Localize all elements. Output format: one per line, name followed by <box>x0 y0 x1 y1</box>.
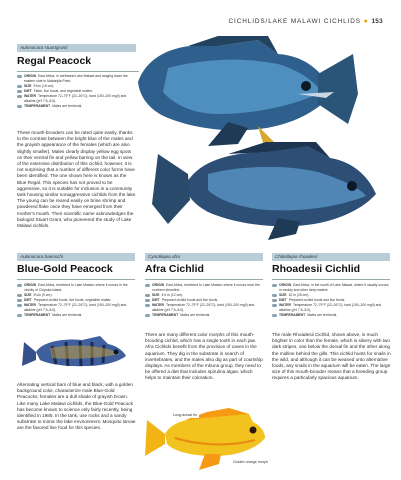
water-icon <box>272 304 277 308</box>
species-tag-rhoadesii: Chilotilapia rhoadesii <box>272 253 390 261</box>
fact-size: SIZE 10 in (25 cm). <box>272 293 390 298</box>
species-tag-regal: Aulonocara stuartgranti <box>17 44 136 52</box>
temperament-icon <box>17 314 22 318</box>
fish-male <box>138 36 358 146</box>
fact-water: WATER Temperature 72–79°F (22–26°C); hard (150–200 mg/l) and alkaline (pH 7.5–8.0). <box>17 303 135 313</box>
regal-peacock-photo <box>108 34 389 247</box>
origin-icon <box>272 284 277 288</box>
fact-origin: ORIGIN East Africa, restricted to Lake Malawi, where it occurs in the vicinity of Chipoka Island. <box>17 283 135 293</box>
rhoadesii-title: Rhoadesii Cichlid <box>272 263 361 275</box>
regal-title: Regal Peacock <box>17 55 92 67</box>
fact-water: WATER Temperature 72–79°F (22–26°C); hard (150–200 mg/l) and alkaline (pH 7.5–8.0). <box>145 303 263 313</box>
fact-size: SIZE 4¾ in (12 cm). <box>145 293 263 298</box>
fact-water: WATER Temperature 72–79°F (22–26°C); hard (150–200 mg/l) and alkaline (pH 7.5–8.0). <box>17 94 135 104</box>
divider <box>272 279 390 280</box>
fact-origin: ORIGIN East Africa, in the south of Lake Malawi, where it usually occurs in muddy and other deep waters. <box>272 283 390 293</box>
fact-size: SIZE 5¼in (9 cm). <box>17 293 135 298</box>
origin-icon <box>145 284 150 288</box>
bullet-icon: ● <box>363 18 369 25</box>
temperament-icon <box>145 314 150 318</box>
diet-icon <box>17 299 22 303</box>
water-icon <box>145 304 150 308</box>
fact-diet: DIET Prepared cichlid foods, live foods, vegetable matter. <box>17 298 135 303</box>
rhoadesii-facts <box>272 283 390 318</box>
water-icon <box>17 95 22 99</box>
fact-diet: DIET Prepared cichlid foods and live foods. <box>272 298 390 303</box>
running-title: CICHLIDS/LAKE MALAWI CICHLIDS <box>228 18 361 25</box>
fact-origin: ORIGIN East Africa, in northwest Lake Malawi and ranging down the eastern side to Makanjila Point. <box>17 74 135 84</box>
size-icon <box>145 294 150 298</box>
long-dorsal-fin-caption: Long-dorsal fin <box>173 413 197 417</box>
diet-icon <box>272 299 277 303</box>
fact-diet: DIET Prepared cichlid foods and live foods. <box>145 298 263 303</box>
origin-icon <box>17 284 22 288</box>
fact-water: WATER Temperature 72–79°F (22–26°C); hard (150–200 mg/l) and alkaline (pH 7.5–8.0). <box>272 303 390 313</box>
temperament-icon <box>272 314 277 318</box>
fact-size: SIZE 9¾in (15 cm). <box>17 84 135 89</box>
species-tag-blue-gold: Aulonocara baenschi <box>17 253 135 261</box>
temperament-icon <box>17 105 22 109</box>
fact-temperament: TEMPERAMENT Males are territorial. <box>272 313 390 318</box>
diet-icon <box>145 299 150 303</box>
divider <box>17 279 135 280</box>
fact-origin: ORIGIN East Africa, restricted to Lake Malawi, where it occurs near the northern shoreline. <box>145 283 263 293</box>
blue-gold-title: Blue-Gold Peacock <box>17 263 113 275</box>
fact-diet: DIET Flake, live foods, and vegetable matter. <box>17 89 135 94</box>
blue-gold-facts <box>17 283 135 318</box>
fish-second <box>152 142 376 240</box>
regal-body: These mouth-brooders can be rated quite easily, thanks to the contrast between the bright blue of the males and the grayish appearance of the females (which are also slightly smaller). Males clearly display yellow egg spots on their ventral fin and yellow barring on the tail. In view of the extensive distribution of this cichlid, however, it is not surprising that a number of different color forms have been identified. The one shown here is known as the Blue Regal. This species has not proved to be aggressive, so it is suitable for inclusion in a community tank housing similar nonaggressive cichlids from the lake. The young can be reared easily on brine shrimp and powdered flake once they have emerged from their mother's mouth. Their scientific name acknowledges the biologist Stuart Grant, who pioneered the study of Lake Malawi cichlids. <box>17 130 137 229</box>
fact-temperament: TEMPERAMENT Males are territorial. <box>17 313 135 318</box>
running-header <box>229 18 383 25</box>
page-number: 153 <box>371 18 383 25</box>
size-icon <box>17 294 22 298</box>
blue-gold-peacock-photo <box>22 332 134 374</box>
rhoadesii-body: The male Rhoadesii Cichlid, shown above, is much brighter in color than the female, which is silvery with two dark stripes, one below the dorsal fin and the other along the midline behind the gills. This cichlid hunts for snails in the wild, and although it can be weaned onto alternative foods, any snails in the aquarium will be eaten. The large size of this mouth-brooder means that a breeding group requires a particularly spacious aquarium. <box>272 332 391 381</box>
fact-temperament: TEMPERAMENT Males are territorial. <box>17 104 135 109</box>
afra-facts <box>145 283 263 318</box>
blue-gold-body: Alternating vertical bars of blue and black, with a golden background color, characterize male Blue-Gold Peacocks; females are a dull shade of grayish brown. Like many Lake Malawi cichlids, the Blue-Gold Peacock has become known to science only fairly recently, being identified in 1985. In the tank, use rocks and a sandy substrate to mimic the lake environment. Mosquito larvae are the favored live food for this species. <box>17 382 136 431</box>
size-icon <box>17 85 22 89</box>
afra-title: Afra Cichlid <box>145 263 204 275</box>
size-icon <box>272 294 277 298</box>
origin-icon <box>17 75 22 79</box>
divider <box>145 279 263 280</box>
afra-body: There are many different color morphs of this mouth-brooding cichlid, which has a single tooth in each jaw. Afra Cichlids benefit from the provision of caves in the aquarium. They dig in the substrate in search of invertebrates, and the males also dig as part of courtship displays. As members of the mbuna group, they need to be offered a diet that includes spirulina algae, which helps to maintain their coloration. <box>145 332 263 381</box>
golden-orange-morph-caption: Golden orange morph <box>233 460 268 464</box>
species-tag-afra: Cynotilapia afra <box>145 253 263 261</box>
fact-temperament: TEMPERAMENT Males are territorial. <box>145 313 263 318</box>
water-icon <box>17 304 22 308</box>
diet-icon <box>17 90 22 94</box>
